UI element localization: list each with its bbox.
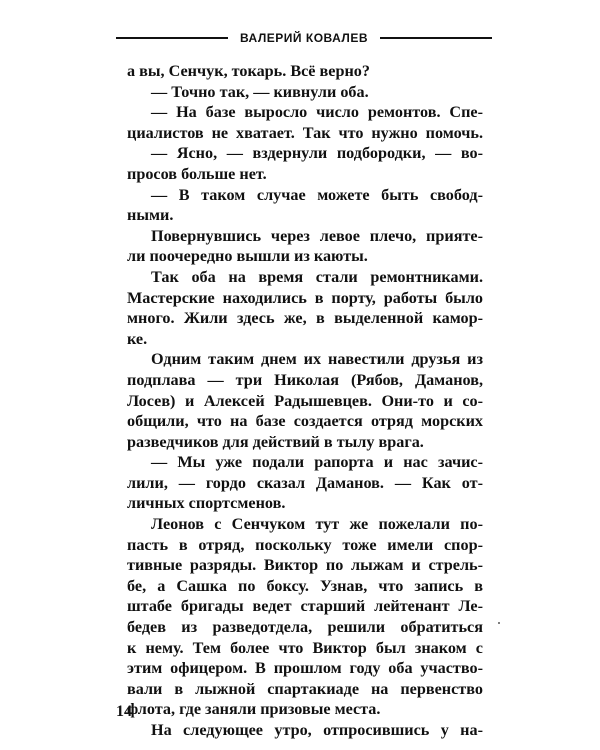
page-body-text xyxy=(127,61,483,741)
text-line: — Мы уже подали рапорта и нас зачис- xyxy=(151,453,483,472)
text-line: вали в лыжной спартакиаде на первенство xyxy=(127,679,483,698)
text-line: просов больше нет. xyxy=(127,164,267,183)
text-line: бедев из разведотдела, решили обратиться xyxy=(127,618,483,637)
header-author-name: ВАЛЕРИЙ КОВАЛЕВ xyxy=(239,31,369,45)
text-line: флота, где заняли призовые места. xyxy=(127,700,381,719)
text-line: Мастерские находились в порту, работы было xyxy=(127,288,483,307)
text-line: личных спортсменов. xyxy=(127,494,286,513)
text-line: — На базе выросло число ремонтов. Спе- xyxy=(151,103,483,122)
text-line: Так оба на время стали ремонтниками. xyxy=(151,267,483,286)
running-header xyxy=(116,28,492,48)
text-line: подплава — три Николая (Рябов, Даманов, xyxy=(127,370,483,389)
text-line: — Точно так, — кивнули оба. xyxy=(151,82,369,101)
text-line: этим офицером. В прошлом году оба участво- xyxy=(127,659,483,678)
page-number: 14 xyxy=(116,703,132,720)
text-line: общили, что на базе создается отряд морских xyxy=(127,412,483,431)
text-line: — В таком случае можете быть свобод- xyxy=(151,185,483,204)
text-line: На следующее утро, отпросившись у на- xyxy=(151,721,483,739)
text-line: разведчиков для действий в тылу врага. xyxy=(127,432,424,451)
text-line: лили, — гордо сказал Даманов. — Как от- xyxy=(127,473,483,492)
text-line: а вы, Сенчук, токарь. Всё верно? xyxy=(127,62,370,80)
header-rule-right xyxy=(380,37,492,39)
text-line: Одним таким днем их навестили друзья из xyxy=(151,350,483,369)
text-line: ными. xyxy=(127,206,174,225)
header-rule-left xyxy=(116,37,228,39)
text-line: к нему. Тем более что Виктор был знаком с xyxy=(127,638,483,657)
text-line: циалистов не хватает. Так что нужно помочь. xyxy=(127,123,483,142)
text-line: пасть в отряд, поскольку тоже имели спор- xyxy=(127,535,483,554)
paper-speck xyxy=(498,622,500,624)
text-line: Леонов с Сенчуком тут же пожелали по- xyxy=(151,515,483,534)
text-line: много. Жили здесь же, в выделенной камор- xyxy=(127,309,483,328)
text-line: Повернувшись через левое плечо, прияте- xyxy=(151,226,483,245)
text-line: тивные разряды. Виктор по лыжам и стрель- xyxy=(127,556,483,575)
text-line: ке. xyxy=(127,329,148,348)
text-line: ли поочередно вышли из каюты. xyxy=(127,247,368,266)
text-line: — Ясно, — вздернули подбородки, — во- xyxy=(151,144,483,163)
text-line: штабе бригады ведет старший лейтенант Ле- xyxy=(127,597,483,616)
text-line: бе, а Сашка по боксу. Узнав, что запись в xyxy=(127,576,483,595)
text-line: Лосев) и Алексей Радышевцев. Они-то и со- xyxy=(127,391,483,410)
